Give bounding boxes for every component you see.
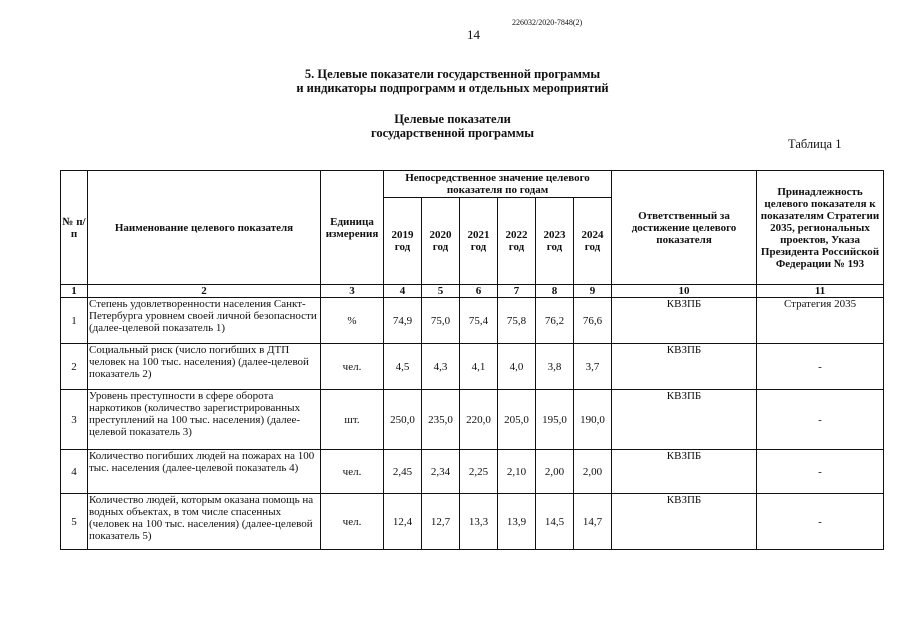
- indicators-table: [60, 170, 884, 550]
- document-id: 226032/2020-7848(2): [512, 18, 583, 27]
- section-title: [0, 67, 905, 95]
- column-index: 1: [61, 285, 88, 298]
- row-affiliation: -: [757, 494, 884, 550]
- column-index: 5: [422, 285, 460, 298]
- row-value-2019: 12,4: [384, 494, 422, 550]
- row-value-2024: 76,6: [574, 298, 612, 344]
- row-value-2023: 2,00: [536, 450, 574, 494]
- row-affiliation: -: [757, 390, 884, 450]
- header-name: Наименование целевого показателя: [88, 171, 321, 285]
- row-value-2022: 2,10: [498, 450, 536, 494]
- row-value-2022: 75,8: [498, 298, 536, 344]
- table-row: [61, 390, 884, 450]
- row-value-2021: 13,3: [460, 494, 498, 550]
- row-value-2024: 14,7: [574, 494, 612, 550]
- header-year-2022: 2022 год: [498, 198, 536, 285]
- header-num: № п/п: [61, 171, 88, 285]
- column-index-row: [61, 285, 884, 298]
- row-affiliation: Стратегия 2035: [757, 298, 884, 344]
- table-caption: Таблица 1: [788, 137, 842, 151]
- column-index: 3: [321, 285, 384, 298]
- header-values-group: Непосредственное значение целевого показателя по годам: [384, 171, 612, 198]
- section-title-line-1: 5. Целевые показатели государственной программы: [304, 67, 601, 81]
- row-responsible: КВЗПБ: [612, 450, 757, 494]
- row-name: Социальный риск (число погибших в ДТП человек на 100 тыс. населения) (далее-целевой показатель 2): [88, 344, 321, 390]
- row-value-2022: 205,0: [498, 390, 536, 450]
- column-index: 8: [536, 285, 574, 298]
- row-affiliation: -: [757, 344, 884, 390]
- row-responsible: КВЗПБ: [612, 390, 757, 450]
- row-affiliation: -: [757, 450, 884, 494]
- row-unit: чел.: [321, 344, 384, 390]
- header-affiliation: Принадлежность целевого показателя к показателям Стратегии 2035, региональных проектов, Указа Президента Российской Федерации № 193: [757, 171, 884, 285]
- row-value-2022: 4,0: [498, 344, 536, 390]
- table-row: [61, 450, 884, 494]
- row-value-2020: 75,0: [422, 298, 460, 344]
- table-row: [61, 344, 884, 390]
- table-title-line-1: Целевые показатели: [394, 112, 511, 126]
- header-year-2019: 2019 год: [384, 198, 422, 285]
- column-index: 11: [757, 285, 884, 298]
- row-value-2020: 4,3: [422, 344, 460, 390]
- row-num: 4: [61, 450, 88, 494]
- row-value-2021: 220,0: [460, 390, 498, 450]
- row-name: Степень удовлетворенности населения Санкт-Петербурга уровнем своей личной безопасности (далее-целевой показатель 1): [88, 298, 321, 344]
- row-unit: чел.: [321, 494, 384, 550]
- row-value-2024: 190,0: [574, 390, 612, 450]
- row-num: 2: [61, 344, 88, 390]
- row-name: Количество погибших людей на пожарах на 100 тыс. населения (далее-целевой показатель 4): [88, 450, 321, 494]
- row-value-2019: 74,9: [384, 298, 422, 344]
- row-responsible: КВЗПБ: [612, 494, 757, 550]
- header-year-2021: 2021 год: [460, 198, 498, 285]
- row-value-2024: 3,7: [574, 344, 612, 390]
- row-num: 1: [61, 298, 88, 344]
- row-name: Уровень преступности в сфере оборота наркотиков (количество зарегистрированных преступлений на 100 тыс. населения) (далее-целевой показатель 3): [88, 390, 321, 450]
- column-index: 2: [88, 285, 321, 298]
- row-unit: %: [321, 298, 384, 344]
- row-value-2024: 2,00: [574, 450, 612, 494]
- table-title: [0, 112, 905, 140]
- column-index: 7: [498, 285, 536, 298]
- row-value-2019: 250,0: [384, 390, 422, 450]
- row-value-2023: 3,8: [536, 344, 574, 390]
- row-value-2021: 75,4: [460, 298, 498, 344]
- column-index: 6: [460, 285, 498, 298]
- header-row-1: [61, 171, 884, 198]
- row-value-2021: 4,1: [460, 344, 498, 390]
- column-index: 10: [612, 285, 757, 298]
- header-unit: Единица измерения: [321, 171, 384, 285]
- row-responsible: КВЗПБ: [612, 344, 757, 390]
- row-value-2019: 4,5: [384, 344, 422, 390]
- row-value-2023: 76,2: [536, 298, 574, 344]
- row-value-2020: 12,7: [422, 494, 460, 550]
- header-year-2023: 2023 год: [536, 198, 574, 285]
- header-responsible: Ответственный за достижение целевого показателя: [612, 171, 757, 285]
- row-value-2023: 14,5: [536, 494, 574, 550]
- table-row: [61, 298, 884, 344]
- row-name: Количество людей, которым оказана помощь на водных объектах, в том числе спасенных (человек на 100 тыс. населения) (далее-целевой показатель 5): [88, 494, 321, 550]
- row-unit: шт.: [321, 390, 384, 450]
- row-value-2021: 2,25: [460, 450, 498, 494]
- table-row: [61, 494, 884, 550]
- page-number: 14: [467, 27, 480, 42]
- row-unit: чел.: [321, 450, 384, 494]
- section-title-line-2: и индикаторы подпрограмм и отдельных мероприятий: [296, 81, 609, 95]
- row-num: 5: [61, 494, 88, 550]
- row-value-2022: 13,9: [498, 494, 536, 550]
- header-year-2020: 2020 год: [422, 198, 460, 285]
- row-value-2020: 235,0: [422, 390, 460, 450]
- row-value-2023: 195,0: [536, 390, 574, 450]
- row-value-2020: 2,34: [422, 450, 460, 494]
- column-index: 9: [574, 285, 612, 298]
- table-title-line-2: государственной программы: [370, 126, 535, 140]
- row-num: 3: [61, 390, 88, 450]
- row-responsible: КВЗПБ: [612, 298, 757, 344]
- header-year-2024: 2024 год: [574, 198, 612, 285]
- row-value-2019: 2,45: [384, 450, 422, 494]
- column-index: 4: [384, 285, 422, 298]
